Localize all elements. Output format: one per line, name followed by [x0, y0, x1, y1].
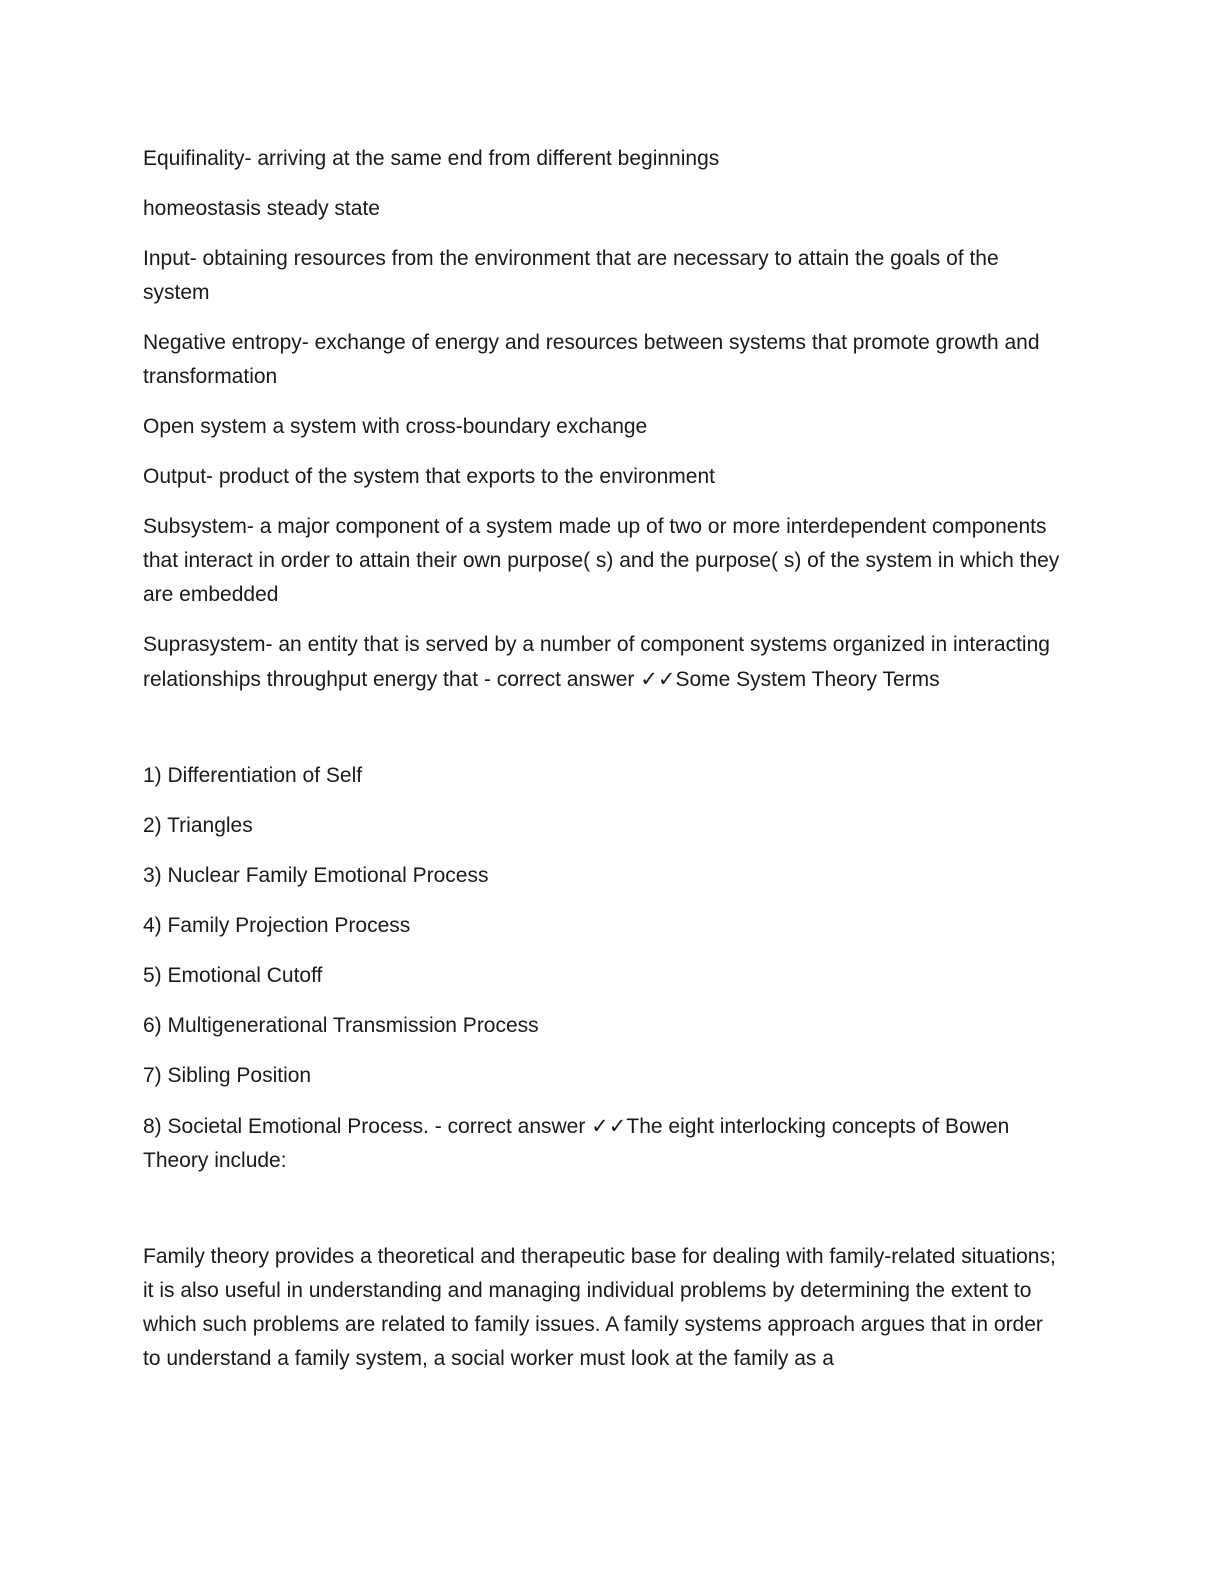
term-equifinality: Equifinality- arriving at the same end from different beginnings	[143, 147, 720, 170]
term-homeostasis: homeostasis steady state	[143, 197, 380, 220]
term-suprasystem	[143, 628, 1063, 697]
term-open-system: Open system a system with cross-boundary exchange	[143, 415, 648, 438]
bowen-concept-4: 4) Family Projection Process	[143, 914, 411, 937]
section-spacer	[143, 713, 1063, 759]
check-mark-icon: ✓✓	[640, 667, 676, 691]
suprasystem-text: Suprasystem- an entity that is served by a number of component systems organized in interacting relationships throughput energy that - correct answer	[143, 633, 1050, 691]
term-negative-entropy: Negative entropy- exchange of energy and resources between systems that promote growth and transformation	[143, 331, 1040, 388]
section-spacer	[143, 1194, 1063, 1240]
term-output: Output- product of the system that exports to the environment	[143, 465, 715, 488]
answer-system-theory-terms: Some System Theory Terms	[675, 668, 940, 691]
bowen-concept-2: 2) Triangles	[143, 814, 253, 837]
term-input: Input- obtaining resources from the environment that are necessary to attain the goals of the system	[143, 247, 999, 304]
bowen-concept-7: 7) Sibling Position	[143, 1064, 312, 1087]
answer-bowen-theory: The eight interlocking concepts of Bowen Theory include:	[143, 1115, 1010, 1172]
bowen-concept-8	[143, 1109, 1063, 1178]
bowen-concept-6: 6) Multigenerational Transmission Process	[143, 1014, 539, 1037]
term-subsystem: Subsystem- a major component of a system made up of two or more interdependent components that interact in order to attain their own purpose( s) and the purpose( s) of the system in which they are embedded	[143, 515, 1060, 606]
document-page	[143, 142, 1063, 1392]
bowen-concept-5: 5) Emotional Cutoff	[143, 964, 323, 987]
family-theory-paragraph: Family theory provides a theoretical and therapeutic base for dealing with family-related situations; it is also useful in understanding and managing individual problems by determining the extent to which such problems are related to family issues. A family systems approach argues that in order to understand a family system, a social worker must look at the family as a	[143, 1245, 1056, 1370]
bowen-concept-1: 1) Differentiation of Self	[143, 764, 363, 787]
bowen-concept-3: 3) Nuclear Family Emotional Process	[143, 864, 489, 887]
check-mark-icon: ✓✓	[591, 1114, 627, 1138]
bowen-concept-8-text: 8) Societal Emotional Process. - correct answer	[143, 1115, 592, 1138]
